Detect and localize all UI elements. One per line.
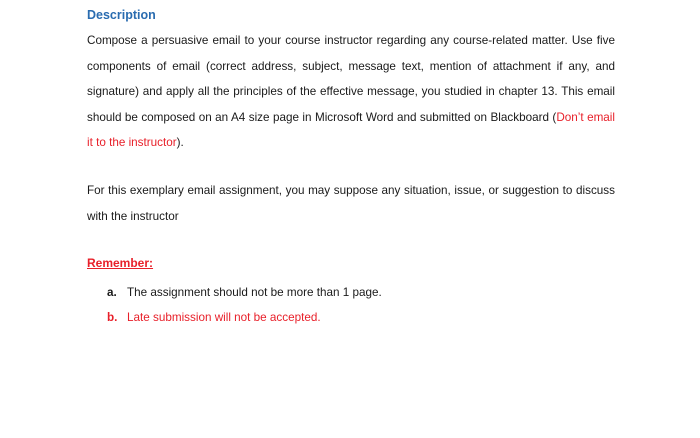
list-marker: a. (107, 286, 117, 299)
remember-label: Remember: (87, 256, 154, 270)
instructions-paragraph (87, 28, 615, 156)
list-marker: b. (107, 311, 118, 324)
dont-email-note: Don’t email it to the instructor (87, 110, 615, 150)
description-heading: Description (87, 8, 156, 22)
list-item-text: Late submission will not be accepted. (127, 311, 321, 324)
instructions-text: Compose a persuasive email to your course instructor regarding any course-related matter. Use five components of email (correct address, subject, message text, mention of attachment if any, and signature) and apply all the principles of the effective message, you studied in chapter 13. This email should be composed on an A4 size page in Microsoft Word and submitted on Blackboard ( (87, 34, 615, 124)
remember-list (107, 280, 382, 330)
list-item (107, 280, 382, 305)
exemplary-paragraph: For this exemplary email assignment, you may suppose any situation, issue, or suggestion to discuss with the instructor (87, 184, 615, 223)
list-item (107, 305, 382, 330)
list-item-text: The assignment should not be more than 1 page. (127, 286, 382, 299)
instructions-text-end: ). (176, 136, 184, 150)
